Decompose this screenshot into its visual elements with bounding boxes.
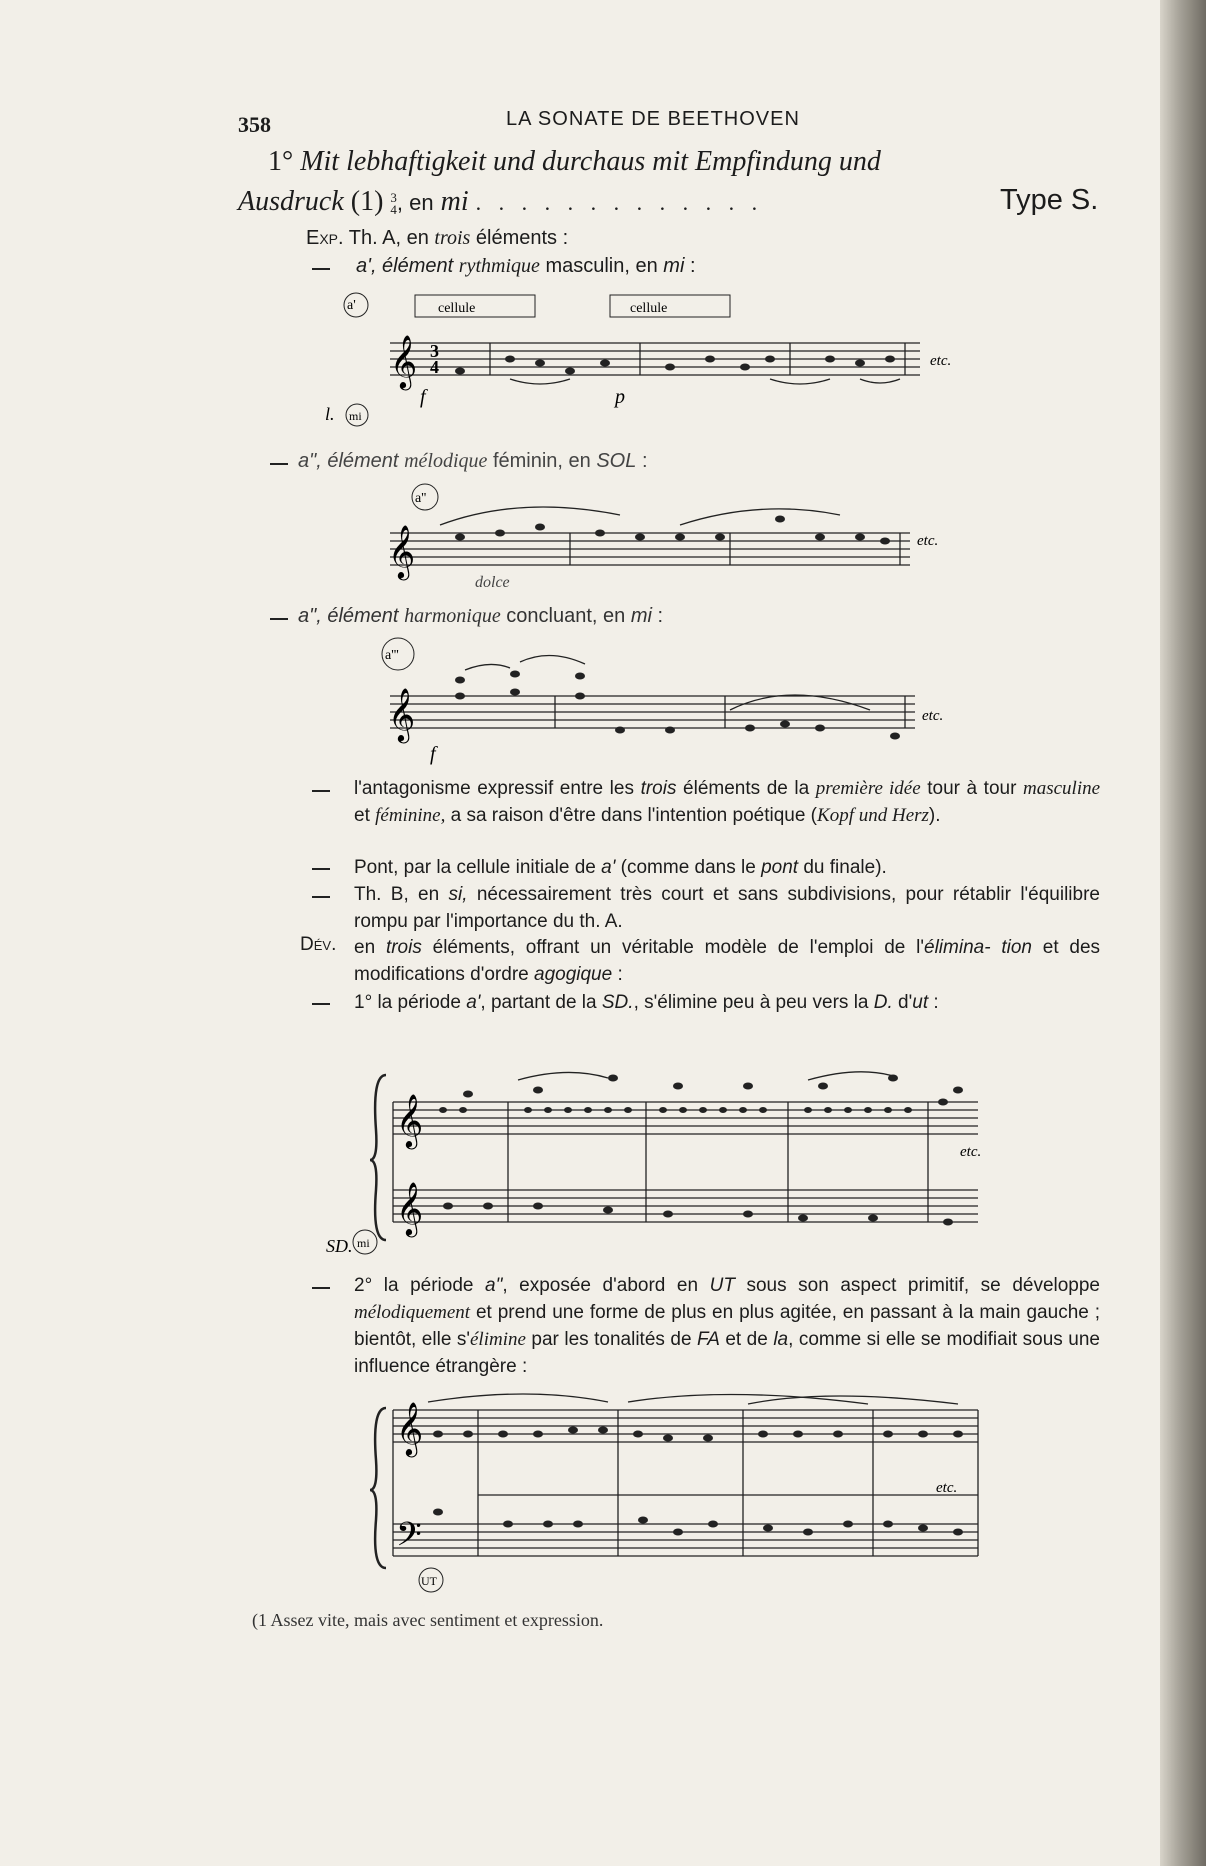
- element-label-a3: a''': [385, 648, 399, 663]
- element-a1-line: a', élément rythmique masculin, en mi :: [356, 255, 696, 277]
- brace-icon: [370, 1075, 386, 1240]
- element-a2-line: a", élément mélodique féminin, en SOL :: [298, 450, 648, 472]
- tempo-heading-line1: [268, 146, 881, 178]
- dash: [312, 1287, 330, 1289]
- treble-clef-icon: 𝄞: [396, 1183, 424, 1234]
- footnote-ref: (1): [350, 186, 384, 217]
- development-label: Dév.: [300, 934, 337, 955]
- element-a3-line: a", élément harmonique concluant, en mi :: [298, 605, 664, 627]
- svg-text:f: f: [420, 386, 426, 408]
- paragraph-developpement: en trois éléments, offrant un véritable modèle de l'emploi de l'élimina- tion et des modifications d'ordre agogique :: [354, 937, 1101, 985]
- svg-text:UT: UT: [421, 1574, 437, 1588]
- music-example-4: [326, 1040, 1008, 1256]
- dash: [270, 618, 288, 620]
- music-example-2: [380, 485, 980, 595]
- svg-text:etc.: etc.: [960, 1144, 982, 1160]
- exposition-line: Exp. Th. A, en trois éléments :: [306, 227, 569, 249]
- svg-text:etc.: etc.: [922, 708, 944, 724]
- movement-number: 1°: [268, 146, 294, 177]
- time-signature: 3 4: [390, 189, 397, 217]
- treble-clef-icon: 𝄞: [388, 526, 416, 577]
- treble-clef-icon: 𝄞: [396, 1095, 424, 1146]
- element-label-a2: a'': [415, 491, 427, 506]
- tempo-marking-line2: Ausdruck: [238, 186, 344, 217]
- svg-text:mi: mi: [357, 1236, 370, 1250]
- svg-text:l.: l.: [325, 404, 335, 424]
- book-spine: [1160, 0, 1206, 1866]
- svg-text:4: 4: [430, 357, 439, 377]
- exposition-label: Exp.: [306, 227, 344, 249]
- tempo-heading-line2: Ausdruck (1) 3 4, en mi . . . . . . . . . . . . .: [238, 186, 764, 217]
- treble-clef-icon: 𝄞: [396, 1403, 424, 1454]
- brace-icon: [370, 1408, 386, 1568]
- music-example-3: [370, 640, 990, 765]
- running-head: LA SONATE DE BEETHOVEN: [506, 108, 800, 130]
- svg-text:SD.: SD.: [326, 1236, 353, 1256]
- dash: [270, 463, 288, 465]
- dash: [312, 1003, 330, 1005]
- tempo-marking-line1: Mit lebhaftigkeit und durchaus mit Empfindung und: [300, 146, 881, 177]
- bass-clef-icon: 𝄢: [396, 1516, 422, 1561]
- svg-text:dolce: dolce: [475, 574, 510, 591]
- svg-text:3: 3: [430, 341, 439, 361]
- sonata-type: Type S.: [1000, 184, 1099, 216]
- svg-text:f: f: [430, 743, 436, 765]
- svg-text:cellule: cellule: [630, 301, 668, 316]
- treble-clef-icon: 𝄞: [390, 336, 418, 387]
- element-label-a1: a': [347, 298, 356, 313]
- dot-leader: . . . . . . . . . . . . .: [475, 190, 764, 215]
- heading-key: mi: [440, 186, 469, 217]
- svg-text:etc.: etc.: [936, 1480, 958, 1496]
- music-example-5: [368, 1390, 1008, 1590]
- dash: [312, 868, 330, 870]
- page-number: 358: [238, 112, 271, 137]
- paragraph-periode-a2: 2° la période a", exposée d'abord en UT sous son aspect primitif, se développe mélodiquement et prend une forme de plus en plus agitée, en passant à la main gauche ; bientôt, elle s'élimine par les tonalités de FA et de la, comme si elle se modifiait sous une influence étrangère :: [354, 1275, 1101, 1377]
- paragraph-theme-b: Th. B, en si, nécessairement très court et sans subdivisions, pour rétablir l'équilibre rompu par l'importance du th. A.: [354, 884, 1100, 932]
- svg-text:p: p: [615, 386, 625, 408]
- footnote: (1 Assez vite, mais avec sentiment et expression.: [252, 1610, 604, 1630]
- dash: [312, 896, 330, 898]
- paragraph-periode-a1: 1° la période a', partant de la SD., s'élimine peu à peu vers la D. d'ut :: [354, 992, 939, 1013]
- dash: [312, 790, 330, 792]
- svg-text:mi: mi: [349, 409, 362, 423]
- music-example-1: [325, 295, 980, 430]
- svg-text:cellule: cellule: [438, 301, 476, 316]
- paragraph-pont: Pont, par la cellule initiale de a' (comme dans le pont du finale).: [354, 857, 887, 878]
- svg-text:etc.: etc.: [917, 533, 939, 549]
- treble-clef-icon: 𝄞: [388, 689, 416, 740]
- svg-text:etc.: etc.: [930, 353, 952, 369]
- dash: [312, 268, 330, 270]
- paragraph-antagonisme: l'antagonisme expressif entre les trois éléments de la première idée tour à tour masculine et féminine, a sa raison d'être dans l'intention poétique (Kopf und Herz).: [354, 778, 1101, 826]
